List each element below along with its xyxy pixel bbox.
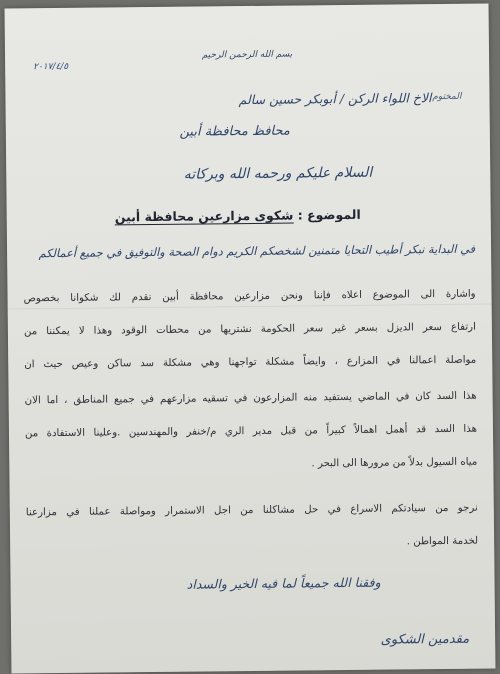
addressee-title: محافظ محافظة أبين (179, 123, 290, 140)
basmala: بسم الله الرحمن الرحيم (201, 49, 293, 61)
subject-label: الموضوع : (293, 206, 361, 223)
greeting: السلام عليكم ورحمه الله وبركاته (183, 164, 373, 183)
subject-text: شكوى مزارعين محافظة أبين (114, 207, 294, 225)
body-line: هذا السد كان في الماضي يستفيد منه المزارعون في تسقيه مزارعهم في جميع المناطق ، اما الان (24, 390, 477, 407)
closing-line: نرجو من سيادتكم الاسراع في حل مشاكلنا من اجل الاستمرار ومواصلة عملنا في مزارعنا (25, 502, 478, 519)
subject-line (115, 207, 361, 225)
opening-line: في البداية نبكر أطيب التحايا متمنين لشخصكم الكريم دوام الصحة والتوفيق في جميع أعمالكم (38, 241, 476, 261)
signers-label: مقدمين الشكوى (380, 631, 470, 648)
addressee-line: الاخ اللواء الركن / أبوبكر حسين سالم (238, 90, 432, 108)
body-line: مياه السيول بدلاً من مرورها الى البحر . (311, 456, 478, 470)
seal-note: المختوم (432, 91, 462, 103)
body-line: ارتفاع سعر الديزل بسعر غير سعر الحكومة نشتريها من محطات الوقود وهذا لا يمكننا من (23, 321, 476, 338)
paper-fold (8, 303, 492, 309)
closing-line: لخدمة المواطن . (406, 535, 479, 548)
closing-wish: وفقنا الله جميعاً لما فيه الخير والسداد (186, 574, 381, 592)
body-line: هذا السد قد أهمل اهمالاً كبيراً من قبل مدير الري م/خنفر والمهندسين .وعلينا الاستفادة من (24, 423, 478, 440)
body-line: مواصلة اعمالنا في المزارع ، وايضاً مشكلة تواجهنا وهي مشكلة سد ساكن وعيص حيث ان (24, 354, 477, 371)
body-line: واشارة الى الموضوع اعلاه فإننا ونحن مزارعين محافظة أبين نقدم لك شكوانا بخصوص (23, 288, 476, 305)
letter-date: ٢٠١٧/٤/٥ (33, 61, 69, 73)
letter-page (5, 3, 496, 673)
